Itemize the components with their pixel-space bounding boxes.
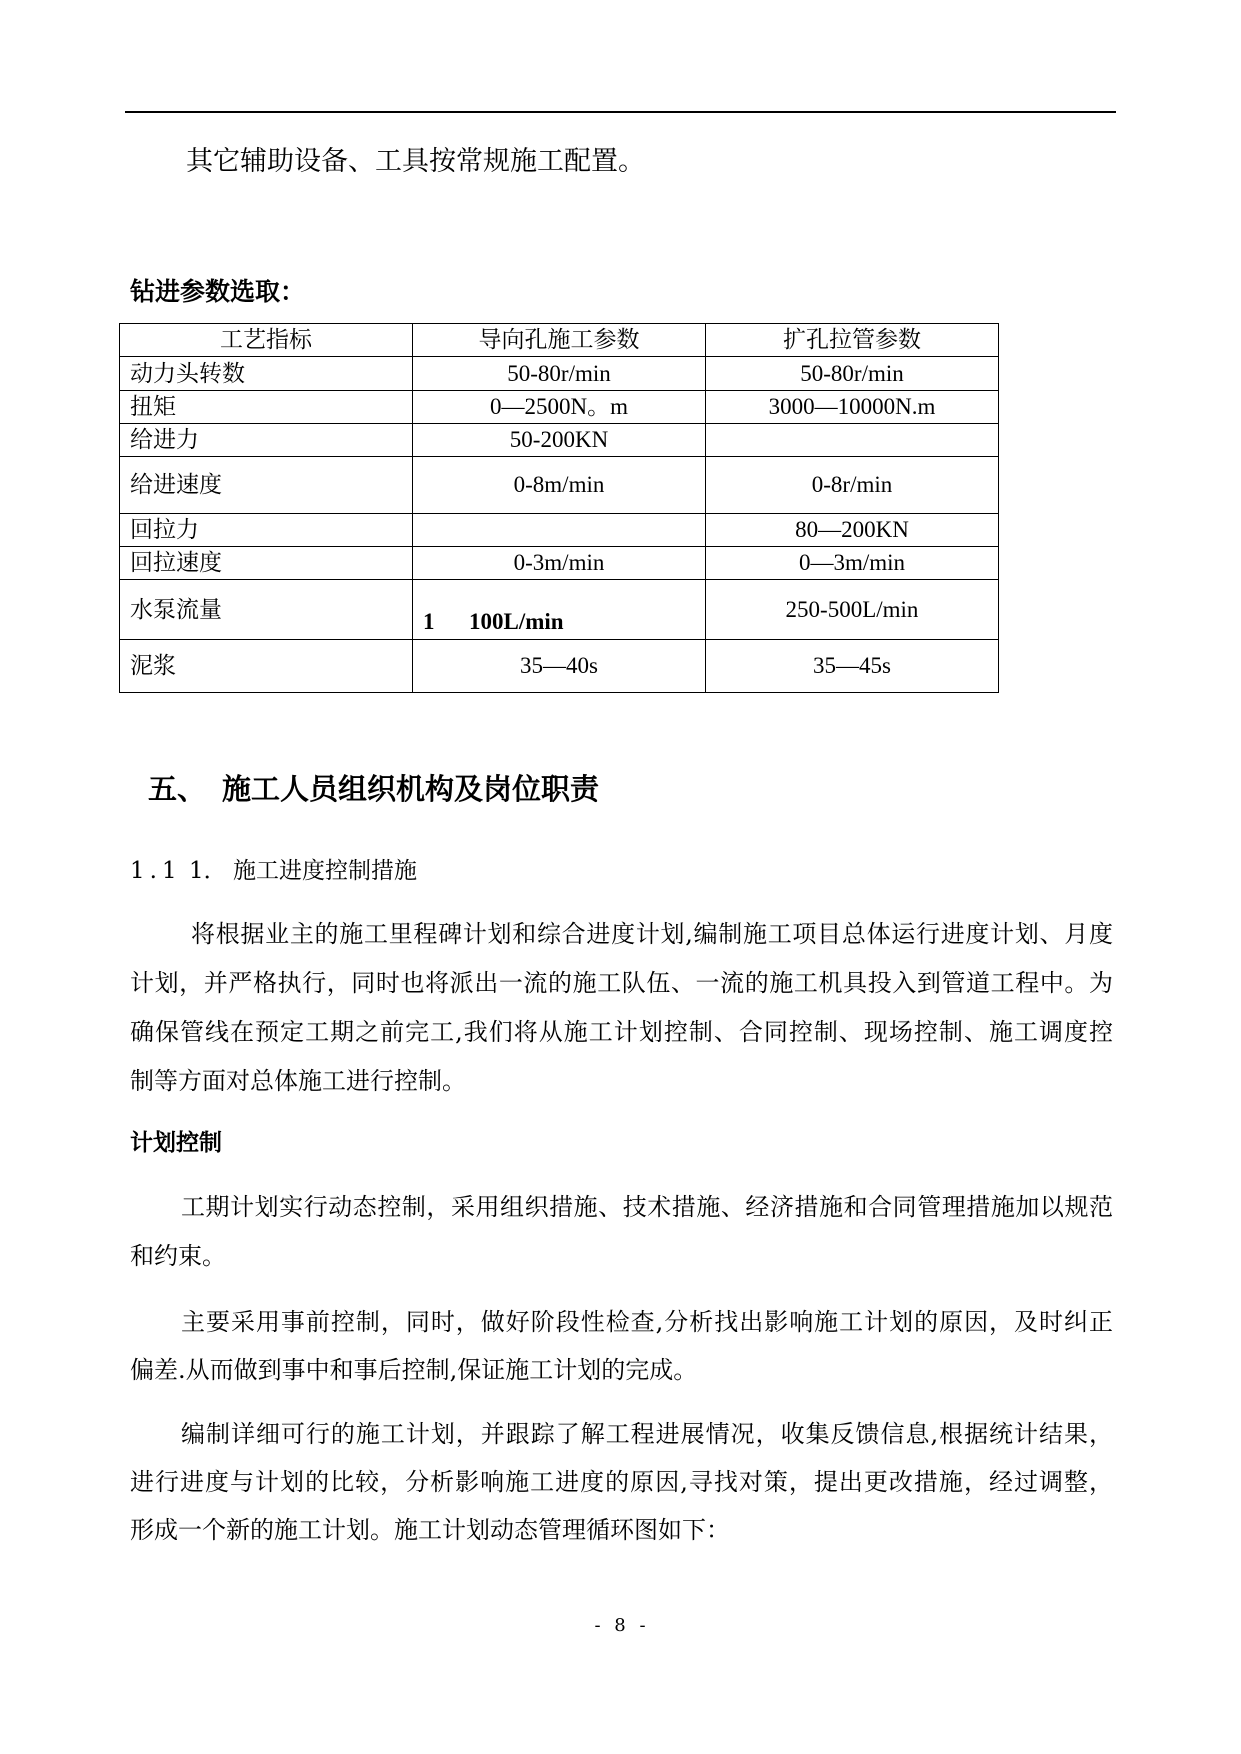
guide-hole-value: 50-200KN xyxy=(413,424,706,457)
guide-hole-value: 35—40s xyxy=(413,640,706,693)
section-number: 五、 xyxy=(148,772,207,806)
subsection-number: 1.1 xyxy=(130,858,182,884)
table-row xyxy=(120,391,999,424)
drilling-params-table xyxy=(119,323,999,693)
paragraph-line: 制等方面对总体施工进行控制。 xyxy=(130,1067,466,1095)
guide-hole-value: 1 100L/min xyxy=(413,580,706,640)
column-header: 工艺指标 xyxy=(120,324,413,357)
param-label: 给进力 xyxy=(120,424,413,457)
paragraph-line: 确保管线在预定工期之前完工,我们将从施工计划控制、合同控制、现场控制、施工调度控 xyxy=(130,1018,1113,1046)
table-row xyxy=(120,547,999,580)
reaming-value: 3000—10000N.m xyxy=(706,391,999,424)
column-header: 扩孔拉管参数 xyxy=(706,324,999,357)
page-number: - 8 - xyxy=(594,1615,650,1636)
paragraph-line: 将根据业主的施工里程碑计划和综合进度计划,编制施工项目总体运行进度计划、月度 xyxy=(191,920,1113,948)
param-label: 回拉速度 xyxy=(120,547,413,580)
column-header: 导向孔施工参数 xyxy=(413,324,706,357)
paragraph-line: 形成一个新的施工计划。施工计划动态管理循环图如下： xyxy=(130,1516,730,1544)
table-row xyxy=(120,424,999,457)
guide-hole-value xyxy=(413,514,706,547)
guide-hole-value: 0—2500N。m xyxy=(413,391,706,424)
plan-control-heading: 计划控制 xyxy=(130,1130,222,1156)
header-rule xyxy=(125,111,1116,113)
intro-line: 其它辅助设备、工具按常规施工配置。 xyxy=(186,146,645,177)
paragraph-line: 工期计划实行动态控制，采用组织措施、技术措施、经济措施和合同管理措施加以规范 xyxy=(181,1193,1113,1221)
guide-hole-value: 50-80r/min xyxy=(413,357,706,391)
paragraph-line: 进行进度与计划的比较，分析影响施工进度的原因,寻找对策，提出更改措施，经过调整， xyxy=(130,1468,1113,1496)
table-header-row xyxy=(120,324,999,357)
param-label: 水泵流量 xyxy=(120,580,413,640)
param-label: 扭矩 xyxy=(120,391,413,424)
param-label: 回拉力 xyxy=(120,514,413,547)
paragraph-line: 计划，并严格执行，同时也将派出一流的施工队伍、一流的施工机具投入到管道工程中。为 xyxy=(130,969,1113,997)
guide-hole-value: 0-8m/min xyxy=(413,457,706,514)
paragraph-line: 编制详细可行的施工计划，并跟踪了解工程进展情况，收集反馈信息,根据统计结果， xyxy=(181,1420,1113,1448)
drilling-params-heading: 钻进参数选取： xyxy=(130,277,306,306)
table-row xyxy=(120,580,999,640)
reaming-value: 0-8r/min xyxy=(706,457,999,514)
param-label: 动力头转数 xyxy=(120,357,413,391)
paragraph-line: 偏差.从而做到事中和事后控制,保证施工计划的完成。 xyxy=(130,1356,698,1384)
reaming-value: 35—45s xyxy=(706,640,999,693)
section-title: 施工人员组织机构及岗位职责 xyxy=(222,772,600,806)
table-row xyxy=(120,357,999,391)
reaming-value: 50-80r/min xyxy=(706,357,999,391)
paragraph-line: 主要采用事前控制，同时，做好阶段性检查,分析找出影响施工计划的原因，及时纠正 xyxy=(181,1308,1113,1336)
subsection-sub-number: 1． xyxy=(189,858,227,884)
table-row xyxy=(120,457,999,514)
guide-hole-value: 0-3m/min xyxy=(413,547,706,580)
reaming-value: 0—3m/min xyxy=(706,547,999,580)
reaming-value xyxy=(706,424,999,457)
paragraph-line: 和约束。 xyxy=(130,1242,226,1270)
table-row xyxy=(120,640,999,693)
param-label: 给进速度 xyxy=(120,457,413,514)
reaming-value: 80—200KN xyxy=(706,514,999,547)
param-label: 泥浆 xyxy=(120,640,413,693)
table-row xyxy=(120,514,999,547)
subsection-title: 施工进度控制措施 xyxy=(233,858,417,884)
reaming-value: 250-500L/min xyxy=(706,580,999,640)
